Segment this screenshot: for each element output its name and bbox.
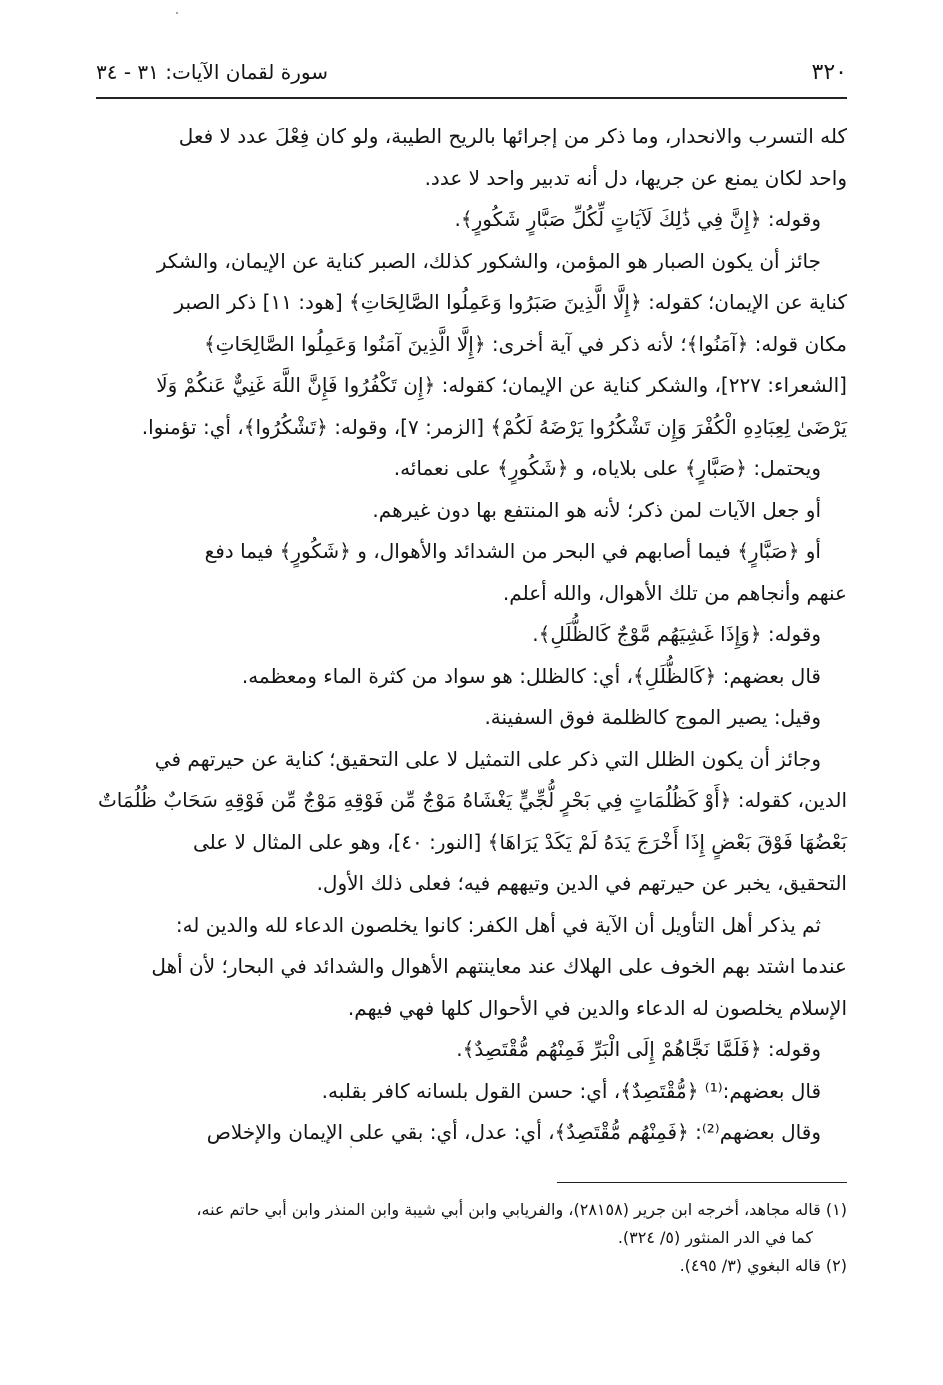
scan-speck (350, 1146, 352, 1148)
body-line: واحد لكان يمنع عن جريها، دل أنه تدبير واحد لا عدد. (424, 165, 847, 190)
page-header (96, 56, 847, 96)
body-line: الإسلام يخلصون له الدعاء والدين في الأحوال كلها فهي فيهم. (347, 995, 847, 1020)
body-line: عندما اشتد بهم الخوف على الهلاك عند معاينتهم الأهوال والشدائد في البحار؛ لأن أهل (151, 954, 847, 978)
footnotes (96, 1196, 847, 1280)
scan-speck (176, 12, 178, 14)
body-line: [الشعراء: ٢٢٧]، والشكر كناية عن الإيمان؛ كقوله: ﴿إِن تَكْفُرُوا فَإِنَّ اللَّهَ غَنِيٌّ عَنكُمْ وَلَا (156, 373, 847, 397)
body-line: التحقيق، يخبر عن حيرتهم في الدين وتيههم فيه؛ فعلى ذلك الأول. (316, 871, 847, 895)
body-line: قال بعضهم:⁽¹⁾ ﴿مُّقْتَصِدٌ﴾، أي: حسن القول بلسانه كافر بقلبه. (321, 1078, 821, 1103)
header-rule (96, 97, 847, 99)
body-line: الدين، كقوله: ﴿أَوْ كَظُلُمَاتٍ فِي بَحْرٍ لُّجِّيٍّ يَغْشَاهُ مَوْجٌ مِّن فَوْقِهِ مَوْجٌ مِّن فَوْقِهِ سَحَابٌ ظُلُمَاتٌ (97, 788, 847, 812)
body-line: كله التسرب والانحدار، وما ذكر من إجرائها بالريح الطيبة، ولو كان فِعْلَ عدد لا فعل (178, 124, 847, 148)
body-line: ثم يذكر أهل التأويل أن الآية في أهل الكفر: كانوا يخلصون الدعاء لله والدين له: (175, 912, 821, 937)
body-line: بَعْضُهَا فَوْقَ بَعْضٍ إِذَا أَخْرَجَ يَدَهُ لَمْ يَكَدْ يَرَاهَا﴾ [النور: ٤٠]، وهو على المثال لا على (192, 829, 847, 854)
footnote-continuation: كما في الدر المنثور (٥/ ٣٢٤). (617, 1228, 813, 1247)
body-line: وقوله: ﴿إِنَّ فِي ذَٰلِكَ لَآيَاتٍ لِّكُلِّ صَبَّارٍ شَكُورٍ﴾. (454, 207, 821, 231)
running-title: سورة لقمان الآيات: ٣١ - ٣٤ (96, 60, 328, 84)
body-line: وقوله: ﴿فَلَمَّا نَجَّاهُمْ إِلَى الْبَرِّ فَمِنْهُم مُّقْتَصِدٌ﴾. (456, 1037, 821, 1061)
body-line: قال بعضهم: ﴿كَالظُّلَلِ﴾، أي: كالظلل: هو سواد من كثرة الماء ومعظمه. (241, 663, 821, 688)
body-line: مكان قوله: ﴿آمَنُوا﴾؛ لأنه ذكر في آية أخرى: ﴿إِلَّا الَّذِينَ آمَنُوا وَعَمِلُوا الصَّالِحَاتِ﴾ (203, 331, 847, 356)
footnote: (٢) قاله البغوي (٣/ ٤٩٥). (679, 1256, 847, 1275)
body-line: جائز أن يكون الصبار هو المؤمن، والشكور كذلك، الصبر كناية عن الإيمان، والشكر (156, 248, 821, 273)
body-line: يَرْضَىٰ لِعِبَادِهِ الْكُفْرَ وَإِن تَشْكُرُوا يَرْضَهُ لَكُمْ﴾ [الزمر: ٧]، وقوله: ﴿تَشْكُرُوا﴾، أي: تؤمنوا. (141, 414, 847, 439)
body-line: وجائز أن يكون الظلل التي ذكر على التمثيل لا على التحقيق؛ كناية عن حيرتهم في (154, 746, 821, 771)
body-line: وقيل: يصير الموج كالظلمة فوق السفينة. (484, 705, 821, 729)
body-line: وقوله: ﴿وَإِذَا غَشِيَهُم مَّوْجٌ كَالظُّلَلِ﴾. (532, 622, 821, 646)
body-line: وقال بعضهم⁽²⁾: ﴿فَمِنْهُم مُّقْتَصِدٌ﴾، أي: عدل، أي: بقي على الإيمان والإخلاص (206, 1120, 821, 1144)
body-line: كناية عن الإيمان؛ كقوله: ﴿إِلَّا الَّذِينَ صَبَرُوا وَعَمِلُوا الصَّالِحَاتِ﴾ [هود: ١١] ذكر الصبر (174, 290, 847, 314)
footnote-rule (557, 1182, 847, 1183)
page-number: ٣٢٠ (811, 60, 847, 85)
body-line: أو ﴿صَبَّارٍ﴾ فيما أصابهم في البحر من الشدائد والأهوال، و ﴿شَكُورٍ﴾ فيما دفع (204, 539, 821, 563)
body-line: أو جعل الآيات لمن ذكر؛ لأنه هو المنتفع بها دون غيرهم. (372, 497, 821, 522)
body-line: عنهم وأنجاهم من تلك الأهوال، والله أعلم. (502, 580, 847, 605)
body-text (96, 116, 847, 1154)
body-line: ويحتمل: ﴿صَبَّارٍ﴾ على بلاياه، و ﴿شَكُورٍ﴾ على نعمائه. (393, 456, 821, 480)
footnote: (١) قاله مجاهد، أخرجه ابن جرير (٢٨١٥٨)، والفريابي وابن أبي شيبة وابن المنذر وابن أبي حاتم عنه، (196, 1200, 847, 1219)
